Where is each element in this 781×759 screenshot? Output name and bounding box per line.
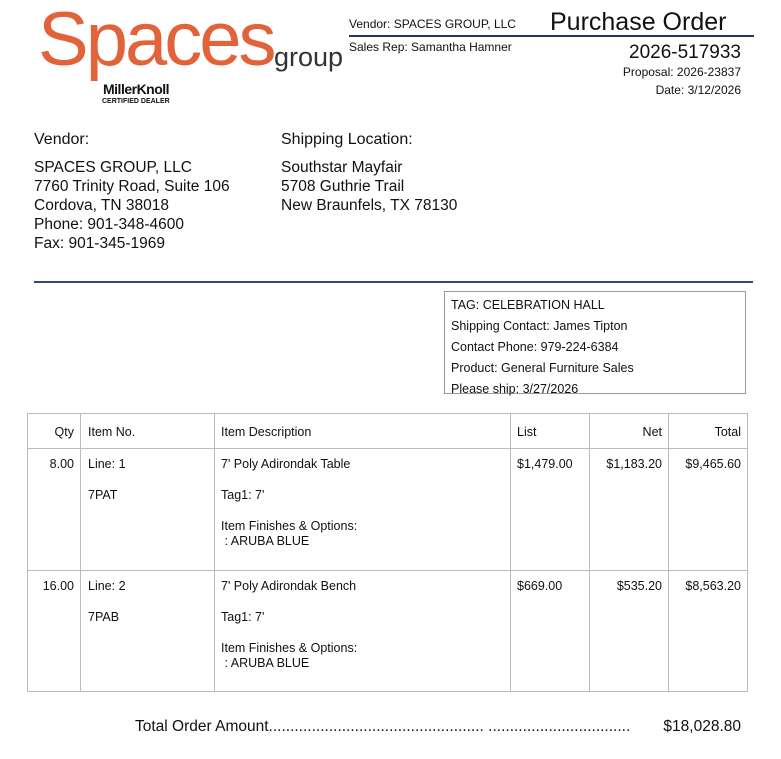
col-header-total: Total xyxy=(714,425,741,439)
row-qty: 8.00 xyxy=(49,457,74,471)
order-date: Date: 3/12/2026 xyxy=(655,83,741,97)
vendor-line: 7760 Trinity Road, Suite 106 xyxy=(34,178,230,195)
row-finishes-label: Item Finishes & Options: xyxy=(221,519,358,533)
dealer-badge: CERTIFIED DEALER xyxy=(102,98,170,105)
vendor-address xyxy=(34,158,230,253)
row-list-price: $669.00 xyxy=(517,579,563,593)
col-header-list: List xyxy=(517,425,537,439)
shipping-line: New Braunfels, TX 78130 xyxy=(281,197,458,214)
vendor-line: Fax: 901-345-1969 xyxy=(34,235,165,252)
row-item-no: 7PAT xyxy=(88,488,118,502)
row-tag: Tag1: 7' xyxy=(221,610,265,624)
dealer-name: MillerKnoll xyxy=(103,81,170,97)
section-divider xyxy=(34,281,753,283)
document-title: Purchase Order xyxy=(550,8,727,36)
shipping-address xyxy=(281,158,457,215)
shipping-line: Southstar Mayfair xyxy=(281,159,403,176)
row-line: Line: 1 xyxy=(88,457,126,471)
header-row-divider xyxy=(28,448,747,449)
shipping-heading: Shipping Location: xyxy=(281,131,413,148)
column-divider xyxy=(668,414,669,691)
header-vendor: Vendor: SPACES GROUP, LLC xyxy=(349,17,516,31)
column-divider xyxy=(80,414,81,691)
shipping-contact: Shipping Contact: James Tipton xyxy=(451,319,628,333)
product-line: Product: General Furniture Sales xyxy=(451,361,634,375)
row-finishes-label: Item Finishes & Options: xyxy=(221,641,358,655)
vendor-line: Cordova, TN 38018 xyxy=(34,197,169,214)
row-divider xyxy=(28,570,747,571)
vendor-heading: Vendor: xyxy=(34,131,90,148)
header-rule xyxy=(349,35,754,37)
row-description: 7' Poly Adirondak Table xyxy=(221,457,351,471)
sales-rep: Sales Rep: Samantha Hamner xyxy=(349,40,512,54)
logo-suffix: group xyxy=(274,42,344,72)
contact-phone: Contact Phone: 979-224-6384 xyxy=(451,340,619,354)
row-total: $9,465.60 xyxy=(685,457,741,471)
col-header-qty: Qty xyxy=(54,425,74,439)
row-finish: : ARUBA BLUE xyxy=(221,534,310,548)
col-header-item-no: Item No. xyxy=(88,425,136,439)
vendor-line: SPACES GROUP, LLC xyxy=(34,159,192,176)
row-qty: 16.00 xyxy=(42,579,74,593)
proposal-number: Proposal: 2026-23837 xyxy=(622,65,741,79)
row-total: $8,563.20 xyxy=(685,579,741,593)
col-header-description: Item Description xyxy=(221,425,312,439)
row-net-price: $1,183.20 xyxy=(606,457,662,471)
row-line: Line: 2 xyxy=(88,579,126,593)
ship-date: Please ship: 3/27/2026 xyxy=(451,382,579,396)
row-list-price: $1,479.00 xyxy=(517,457,573,471)
po-number: 2026-517933 xyxy=(629,42,741,63)
row-net-price: $535.20 xyxy=(616,579,662,593)
row-finish: : ARUBA BLUE xyxy=(221,656,310,670)
column-divider xyxy=(214,414,215,691)
column-divider xyxy=(510,414,511,691)
line-items-table xyxy=(27,413,748,692)
row-tag: Tag1: 7' xyxy=(221,488,265,502)
shipping-line: 5708 Guthrie Trail xyxy=(281,178,405,195)
column-divider xyxy=(589,414,590,691)
total-label: Total Order Amount.................................................. ................................. xyxy=(135,718,631,735)
tag-name: TAG: CELEBRATION HALL xyxy=(451,298,605,312)
logo-wordmark: Spaces xyxy=(38,0,274,82)
vendor-line: Phone: 901-348-4600 xyxy=(34,216,184,233)
total-amount: $18,028.80 xyxy=(663,718,741,735)
row-description: 7' Poly Adirondak Bench xyxy=(221,579,357,593)
row-item-no: 7PAB xyxy=(88,610,120,624)
col-header-net: Net xyxy=(642,425,662,439)
tag-info-box xyxy=(444,291,746,394)
